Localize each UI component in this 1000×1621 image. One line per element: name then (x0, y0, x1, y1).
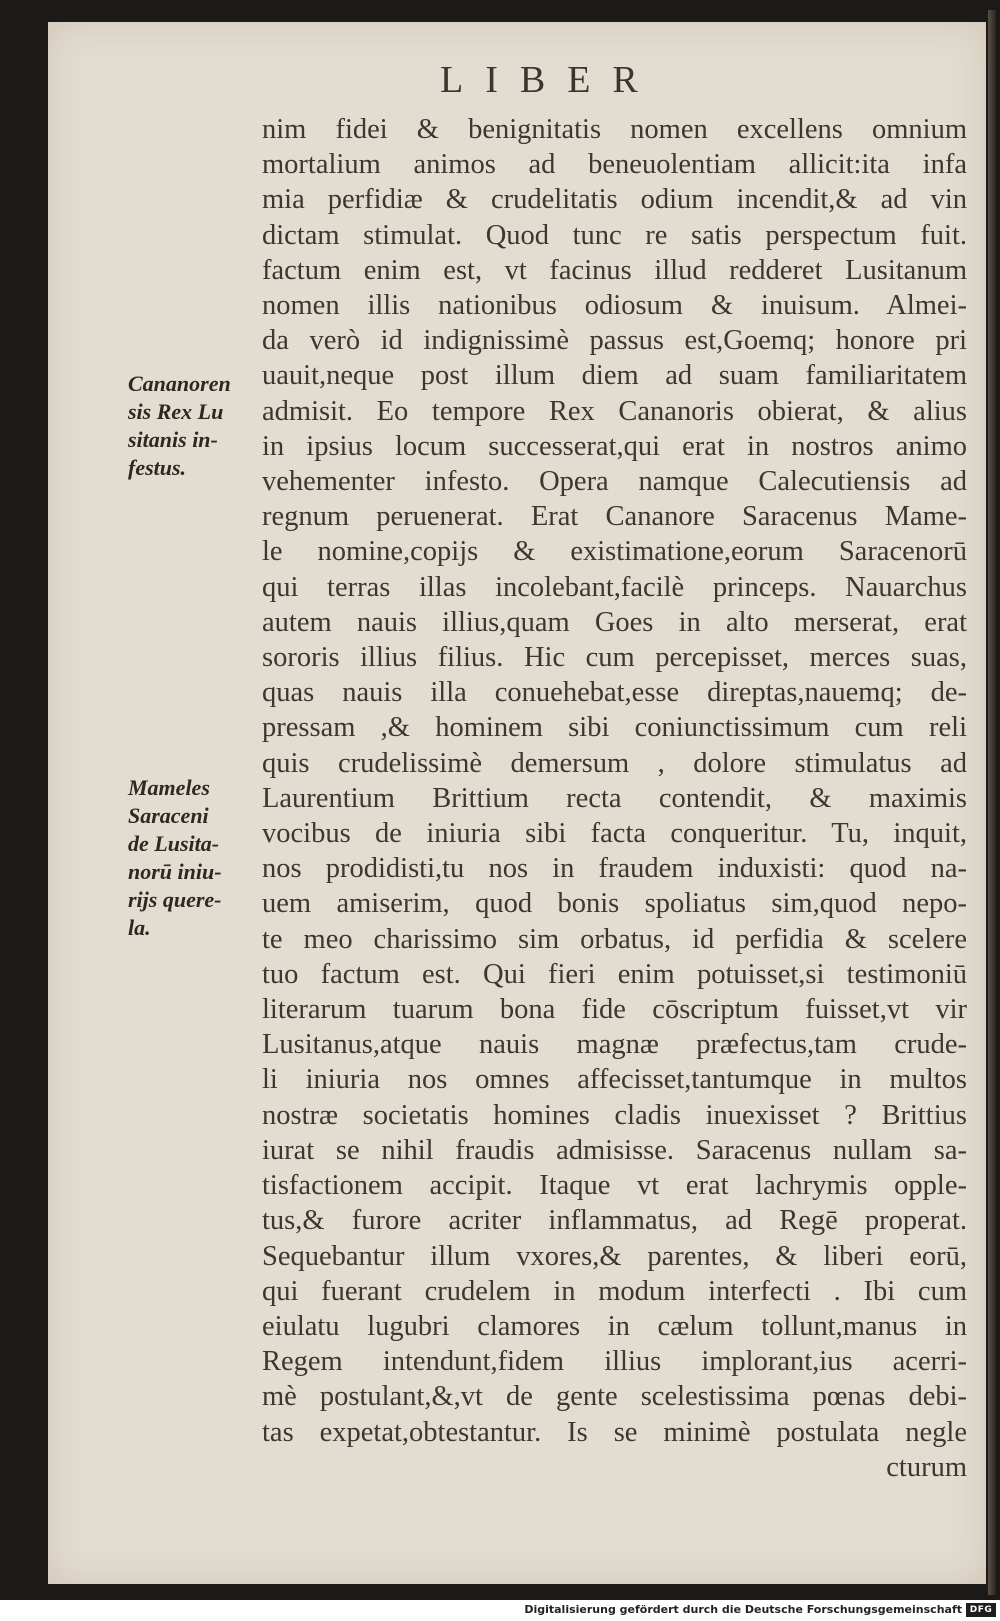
text-line: te meo charissimo sim orbatus, id perfidia & scelere (262, 923, 967, 955)
margin-note-line: de Lusita- (128, 831, 220, 856)
text-line: tuo factum est. Qui fieri enim potuisset,si testimoniū (262, 958, 967, 990)
text-line: uauit,neque post illum diem ad suam familiaritatem (262, 360, 967, 392)
text-line: Lusitanus,atque nauis magnæ præfectus,tam crude- (262, 1029, 967, 1061)
text-line: tisfactionem accipit. Itaque vt erat lachrymis opple- (262, 1170, 967, 1202)
text-line: tas expetat,obtestantur. Is se minimè postulata negle (262, 1416, 967, 1448)
text-line: vehementer infesto. Opera namque Calecutiensis ad (262, 466, 967, 498)
text-line: autem nauis illius,quam Goes in alto merserat, erat (262, 606, 967, 638)
body-text (262, 112, 967, 1485)
text-line: nos prodidisti,tu nos in fraudem induxisti: quod na- (262, 853, 967, 885)
margin-note-line: sitanis in- (128, 427, 218, 452)
margin-note-line: rijs quere- (128, 887, 222, 912)
text-line: quis crudelissimè demersum , dolore stimulatus ad (262, 747, 967, 779)
text-line: nim fidei & benignitatis nomen excellens omnium (262, 114, 967, 145)
text-line: nomen illis nationibus odiosum & inuisum. Almei- (262, 290, 967, 322)
text-line: literarum tuarum bona fide cōscriptum fuisset,vt vir (262, 994, 967, 1026)
text-line: in ipsius locum successerat,qui erat in nostros animo (262, 430, 967, 462)
text-line: Laurentium Brittium recta contendit, & maximis (262, 782, 967, 814)
page-edge (988, 10, 996, 1595)
margin-note-line: la. (128, 915, 151, 940)
text-line: sororis illius filius. Hic cum percepisset, merces suas, (262, 642, 967, 674)
text-line: da verò id indignissimè passus est,Goemq; honore pri (262, 325, 967, 357)
text-line: le nomine,copijs & existimatione,eorum Saracenorū (262, 536, 967, 568)
text-line: factum enim est, vt facinus illud redderet Lusitanum (262, 254, 967, 286)
footer-bar (0, 1600, 1000, 1621)
margin-note-line: sis Rex Lu (128, 399, 224, 424)
text-line: quas nauis illa conuehebat,esse direptas,nauemq; de- (262, 677, 967, 709)
margin-note-line: norū iniu- (128, 859, 222, 884)
text-line: admisit. Eo tempore Rex Cananoris obierat, & alius (262, 395, 967, 427)
text-line: nostræ societatis homines cladis inuexisset ? Brittius (262, 1099, 967, 1131)
margin-note-line: festus. (128, 455, 187, 480)
text-line: pressam ,& hominem sibi coniunctissimum cum reli (262, 712, 967, 744)
margin-note-line: Saraceni (128, 803, 209, 828)
margin-note-cananor-king (128, 370, 246, 482)
footer-credit: Digitalisierung gefördert durch die Deutsche Forschungsgemeinschaft (524, 1603, 962, 1616)
text-line: cturum (886, 1451, 967, 1483)
text-line: qui terras illas incolebant,facilè princeps. Nauarchus (262, 571, 967, 603)
margin-note-mameles-complaint (128, 774, 246, 942)
dfg-logo: DFG (966, 1603, 996, 1617)
text-line: tus,& furore acriter inflammatus, ad Regē properat. (262, 1205, 967, 1237)
text-line: iurat se nihil fraudis admisisse. Saracenus nullam sa- (262, 1134, 967, 1166)
running-head: LIBER (440, 59, 660, 101)
text-line: mè postulant,&,vt de gente scelestissima pœnas debi- (262, 1381, 967, 1413)
text-line: Sequebantur illum vxores,& parentes, & liberi eorū, (262, 1240, 967, 1272)
text-line: qui fuerant crudelem in modum interfecti . Ibi cum (262, 1275, 967, 1307)
margin-note-line: Mameles (128, 775, 210, 800)
text-line: li iniuria nos omnes affecisset,tantumque in multos (262, 1064, 967, 1096)
margin-note-line: Cananoren (128, 371, 231, 396)
text-line: regnum peruenerat. Erat Cananore Saracenus Mame- (262, 501, 967, 533)
text-line: mia perfidiæ & crudelitatis odium incendit,& ad vin (262, 184, 967, 216)
text-line: Regem intendunt,fidem illius implorant,ius acerri- (262, 1346, 967, 1378)
text-line: mortalium animos ad beneuolentiam allicit:ita infa (262, 149, 967, 181)
text-line: vocibus de iniuria sibi facta conqueritur. Tu, inquit, (262, 818, 967, 850)
text-line: dictam stimulat. Quod tunc re satis perspectum fuit. (262, 219, 967, 251)
text-line: eiulatu lugubri clamores in cælum tollunt,manus in (262, 1310, 967, 1342)
text-line: uem amiserim, quod bonis spoliatus sim,quod nepo- (262, 888, 967, 920)
